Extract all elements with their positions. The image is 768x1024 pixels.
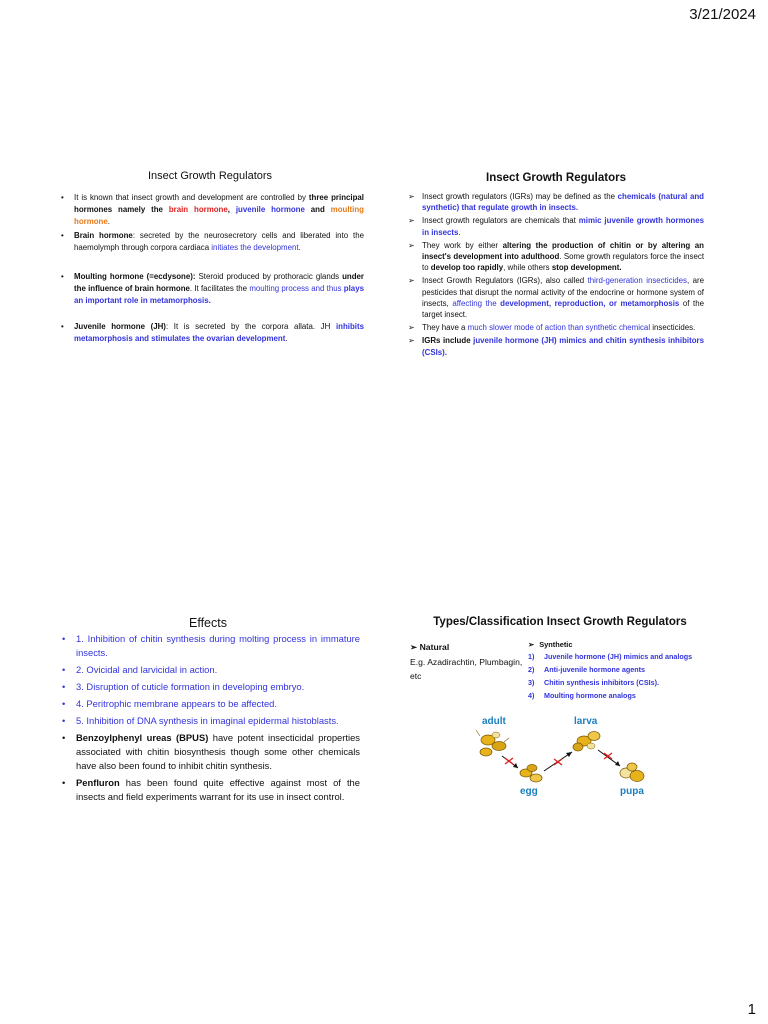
text: Insect growth regulators are chemicals that [422, 216, 579, 226]
list-item [528, 691, 710, 701]
text: and [304, 204, 331, 214]
item-number: 1) [528, 652, 535, 661]
text: juvenile hormone (JH) mimics and chitin synthesis inhibitors (CSIs). [422, 336, 704, 357]
egg-label: egg [520, 786, 538, 797]
bullet-list [56, 632, 360, 804]
text: Synthetic [539, 640, 573, 649]
text: Juvenile hormone (JH) [74, 322, 166, 332]
arrow-adult-to-egg-icon [502, 756, 518, 768]
egg-icon [520, 765, 542, 783]
list-item [56, 776, 360, 804]
text: Benzoylphenyl ureas (BPUS) [76, 732, 209, 743]
pupa-icon [620, 763, 644, 782]
adult-insect-icon [476, 730, 509, 756]
text: affecting the [452, 298, 501, 308]
text: insecticides. [650, 323, 696, 333]
text: , are pesticides that disrupt the normal activity of the endocrine or hormone system of insects, [422, 276, 704, 308]
header-date: 3/21/2024 [689, 6, 756, 23]
life-cycle-diagram [474, 716, 674, 806]
slide-hormones [56, 170, 364, 348]
text: It is known that insect growth and development are controlled by [74, 193, 309, 202]
larva-label: larva [574, 716, 598, 727]
text: altering the production of chitin or by altering an insect's development into adulthood [422, 240, 704, 262]
text: They have a [422, 323, 468, 333]
synthetic-list [528, 652, 710, 701]
text: : It is secreted by the corpora allata. JH [165, 322, 336, 332]
slide-effects [56, 616, 360, 807]
synthetic-column [528, 640, 710, 704]
list-item: • 5. Inhibition of DNA synthesis in imaginal epidermal histoblasts. [56, 714, 360, 728]
slide-classification [410, 616, 710, 806]
text: , while others [503, 263, 552, 273]
slide-title: Insect Growth Regulators [486, 172, 626, 184]
text: brain hormone [168, 204, 228, 214]
list-item [56, 731, 360, 773]
text: . [458, 227, 461, 237]
list-item [408, 322, 704, 333]
natural-example: E.g. Azadirachtin, Plumbagin, etc [410, 656, 523, 681]
text: stop development. [551, 263, 622, 273]
bullet-list [408, 191, 704, 358]
text: They work by either [422, 240, 503, 250]
text: Insect growth regulators (IGRs) may be defined as the [422, 192, 618, 201]
text: Natural [419, 642, 450, 652]
text: third-generation insecticides [587, 276, 687, 286]
text: initiates the development [211, 243, 299, 253]
text: Brain hormone [74, 231, 133, 241]
text: under the influence of brain hormone [74, 271, 364, 293]
slide-title: Types/Classification Insect Growth Regulators [433, 616, 687, 628]
text: , [227, 204, 236, 214]
list-item [408, 335, 704, 357]
list-item [56, 192, 364, 227]
list-item [528, 652, 710, 662]
life-cycle-drawing [474, 716, 674, 806]
classification-columns [410, 640, 710, 704]
pupa-label: pupa [620, 786, 644, 797]
text: development, reproduction, or metamorphosis [500, 298, 680, 308]
list-item [408, 240, 704, 274]
slide-title: Insect Growth Regulators [147, 170, 273, 182]
text: chemicals (natural and synthetic) that regulate growth in insects. [422, 192, 704, 213]
text: . It facilitates the [189, 283, 250, 293]
slide-igr-definition [408, 172, 704, 360]
text: Moulting hormone analogs [544, 691, 636, 700]
list-item [56, 271, 364, 306]
list-item: • 1. Inhibition of chitin synthesis during molting process in immature insects. [56, 632, 360, 660]
item-number: 4) [528, 691, 535, 700]
text: much slower mode of action than synthetic chemical [467, 323, 651, 333]
list-item: • 3. Disruption of cuticle formation in developing embryo. [56, 680, 360, 694]
adult-label: adult [482, 716, 506, 727]
list-item [56, 230, 364, 254]
text: juvenile hormone [235, 204, 305, 214]
text: develop too rapidly [430, 263, 504, 273]
larva-icon [573, 732, 600, 752]
text: Steroid produced by prothoracic glands [195, 271, 343, 281]
list-item [408, 215, 704, 237]
text: mimic juvenile growth hormones in insects [422, 216, 705, 237]
text: plays an important role in metamorphosis. [74, 283, 364, 305]
text: . [107, 216, 110, 226]
arrow-larva-to-pupa-icon [598, 750, 620, 766]
natural-label: ➢ Natural [410, 642, 450, 652]
text: of the target insect. [422, 298, 704, 320]
text: inhibits metamorphosis and stimulates the ovarian development [74, 322, 365, 344]
list-item [528, 678, 710, 688]
item-number: 3) [528, 678, 535, 687]
list-item: • 4. Peritrophic membrane appears to be affected. [56, 697, 360, 711]
list-item: • 2. Ovicidal and larvicidal in action. [56, 663, 360, 677]
text: . [298, 243, 301, 253]
text: has been found quite effective against most of the insects and field experiments warrant for its use in insect control. [76, 777, 360, 802]
text: moulting hormone [74, 204, 364, 226]
list-item [56, 321, 364, 345]
text: IGRs include [422, 336, 474, 346]
arrow-egg-to-larva-icon [544, 752, 572, 771]
slide-title: Effects [189, 616, 227, 630]
text: moulting process and thus [249, 283, 344, 293]
text: . Some growth regulators force the insect to [422, 252, 705, 273]
text: : secreted by the neurosecretory cells and liberated into the haemolymph through corpora cardiaca [74, 231, 365, 253]
text: Penfluron [76, 777, 120, 788]
text: Moulting hormone (=ecdysone): [74, 271, 196, 281]
natural-column [410, 640, 528, 704]
page-number: 1 [747, 1001, 756, 1018]
synthetic-label: ➢ Synthetic [528, 640, 573, 649]
text: Juvenile hormone (JH) mimics and analogs [544, 652, 693, 661]
text: have potent insecticidal properties associated with chitin biosynthesis though some other chemicals have also been found to inhibit chitin synthesis. [76, 732, 360, 771]
list-item [408, 275, 704, 320]
text: Chitin synthesis inhibitors (CSIs). [544, 678, 660, 687]
text: . [285, 334, 288, 344]
list-item [528, 665, 710, 675]
text: Anti-juvenile hormone agents [544, 665, 646, 674]
list-item [408, 191, 704, 213]
text: Insect Growth Regulators (IGRs), also called [422, 276, 588, 286]
bullet-list [56, 192, 364, 345]
text: three principal hormones namely the [74, 193, 365, 214]
item-number: 2) [528, 665, 535, 674]
